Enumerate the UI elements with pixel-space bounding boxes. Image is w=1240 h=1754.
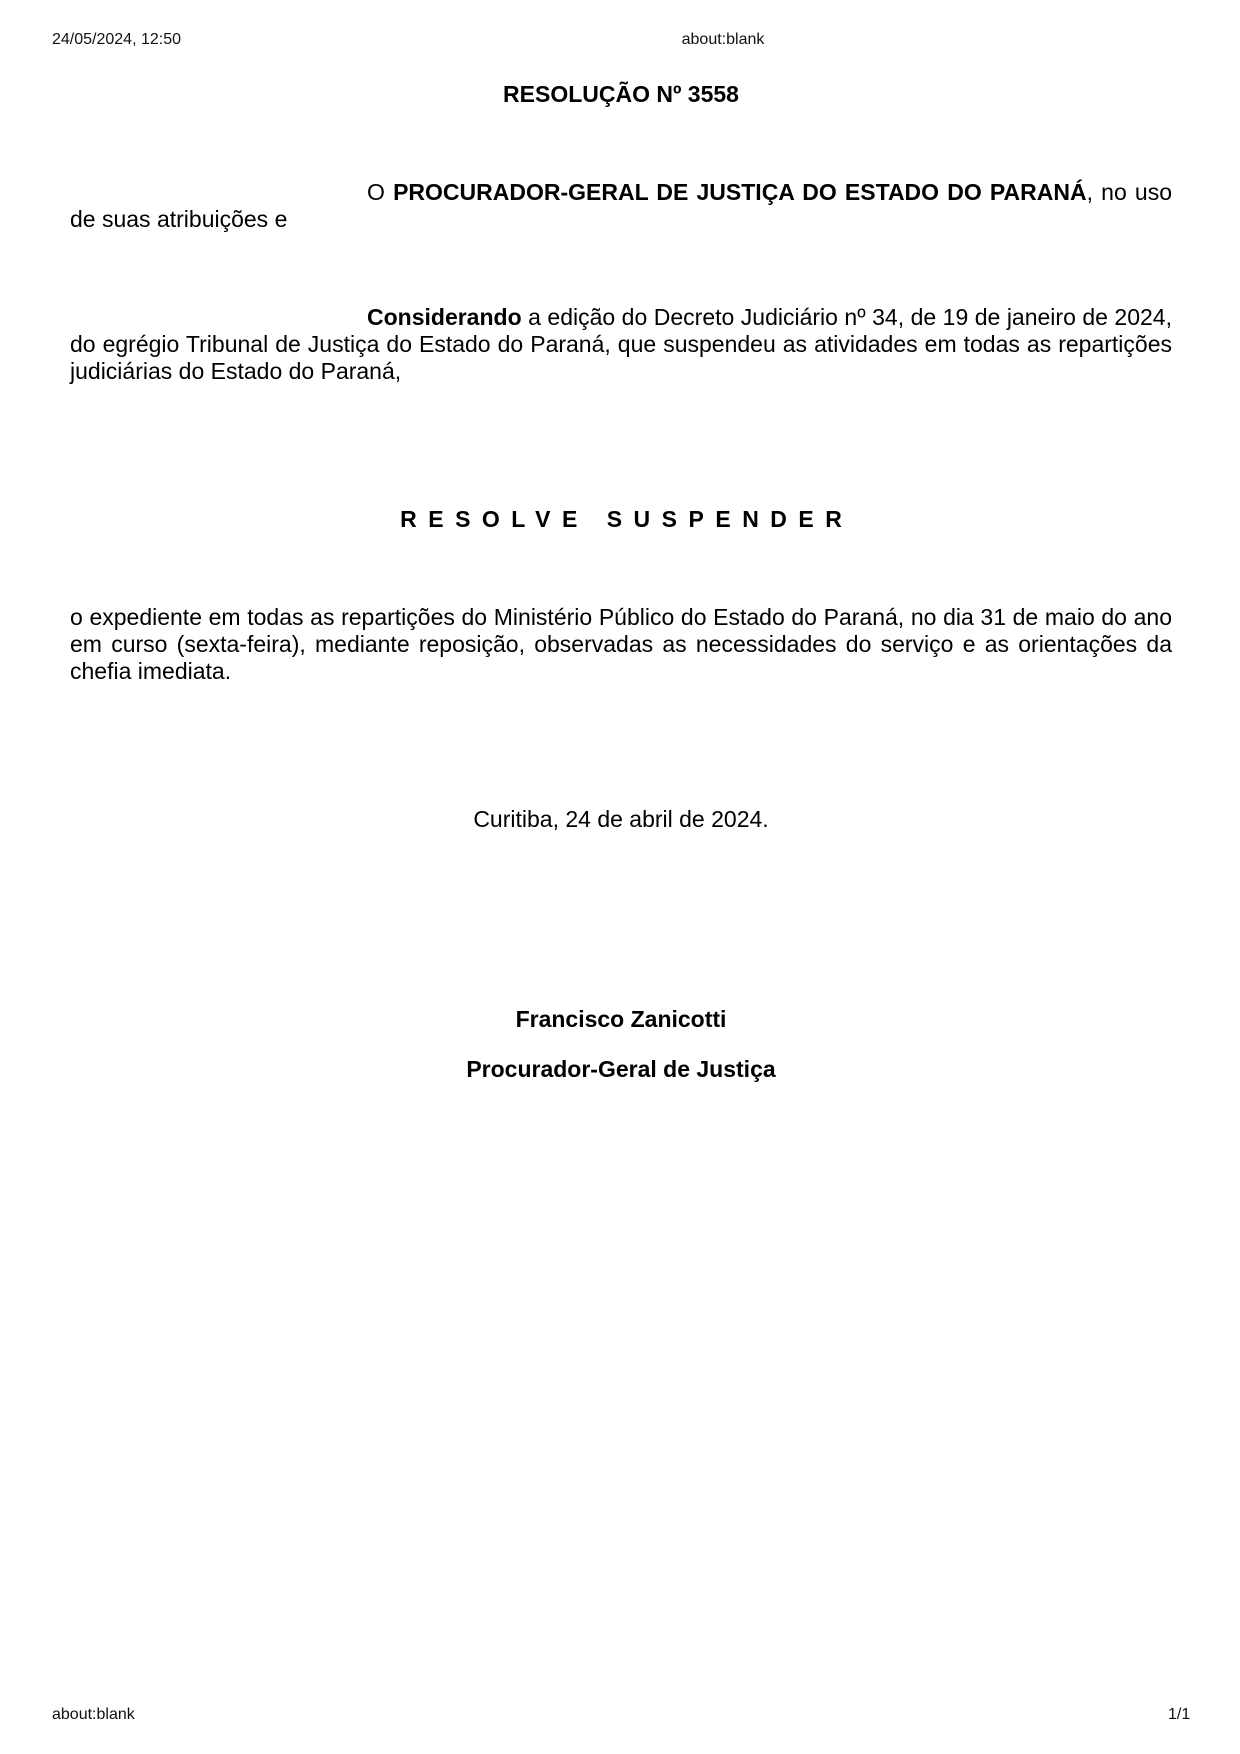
considering-text: a edição do Decreto Judiciário nº 34, de 19 de janeiro de 2024, do egrégio Tribunal de Justiça do Estado do Paraná, que suspendeu as atividades em todas as repartições judiciárias do Estado do Paraná, [70, 304, 1172, 384]
intro-suffix: , no uso de suas atribuições e [70, 179, 1173, 232]
intro-prefix: O [367, 179, 394, 205]
print-footer-url: about:blank [52, 1706, 135, 1723]
intro-authority: PROCURADOR-GERAL DE JUSTIÇA DO ESTADO DO PARANÁ [393, 179, 1087, 205]
place-date: Curitiba, 24 de abril de 2024. [473, 806, 769, 832]
print-header-url-text: about:blank [681, 31, 765, 48]
resolve-heading: RESOLVE SUSPENDER [400, 506, 854, 532]
considering-keyword: Considerando [367, 304, 522, 330]
print-page-count: 1/1 [1168, 1706, 1191, 1723]
document-page [70, 0, 1172, 1754]
signatory-title: Procurador-Geral de Justiça [466, 1056, 776, 1082]
intro-paragraph [70, 179, 1172, 233]
resolution-title: RESOLUÇÃO Nº 3558 [503, 81, 739, 107]
resolution-paragraph: o expediente em todas as repartições do Ministério Público do Estado do Paraná, no dia 31 de maio do ano em curso (sexta-feira), mediante reposição, observadas as necessidades do serviço e as orientações da chefia imediata. [70, 604, 1172, 684]
signatory-name: Francisco Zanicotti [515, 1006, 727, 1032]
considering-paragraph [70, 304, 1172, 385]
print-datetime: 24/05/2024, 12:50 [52, 31, 182, 48]
